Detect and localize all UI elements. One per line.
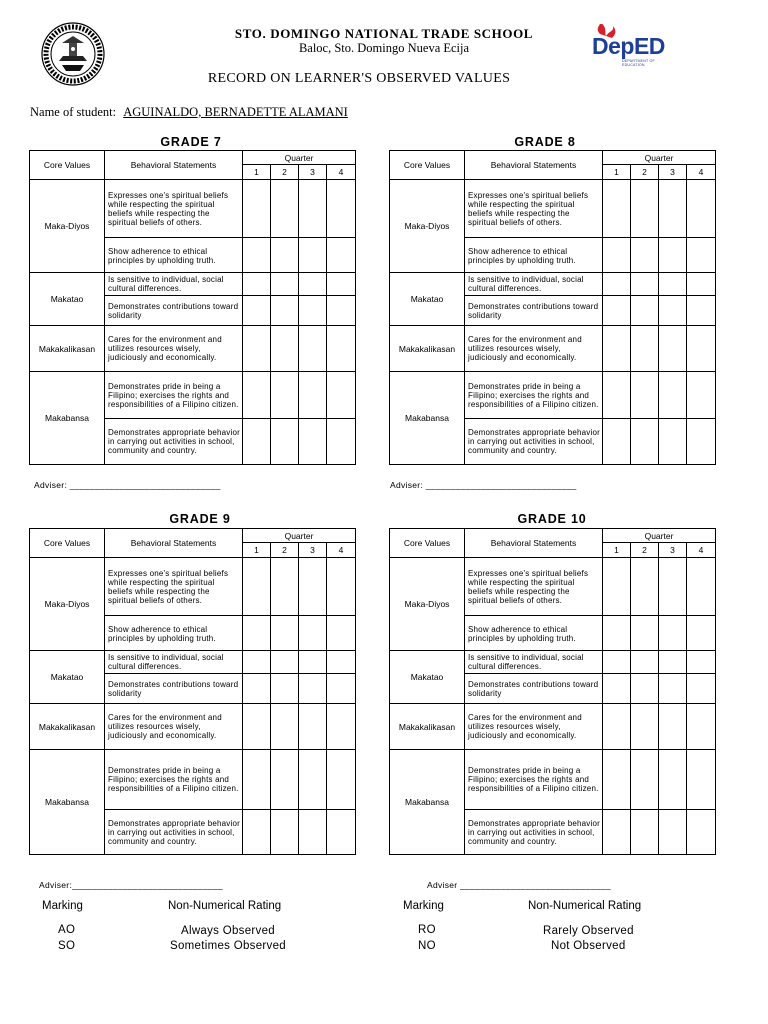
quarter-1-header: 1 — [603, 543, 631, 558]
rating-cell[interactable] — [299, 419, 327, 465]
rating-cell[interactable] — [327, 180, 356, 238]
rating-cell[interactable] — [327, 296, 356, 326]
rating-cell[interactable] — [659, 238, 687, 273]
core-value-makatao: Makatao — [30, 273, 105, 326]
rating-cell[interactable] — [299, 238, 327, 273]
core-value-makakalikasan: Makakalikasan — [390, 704, 465, 750]
rating-cell[interactable] — [327, 372, 356, 419]
rating-cell[interactable] — [687, 372, 716, 419]
rating-cell[interactable] — [659, 180, 687, 238]
core-value-makabansa: Makabansa — [30, 372, 105, 465]
statement-cell: Cares for the environment and utilizes resources wisely, judiciously and economically. — [105, 704, 243, 750]
statement-cell: Cares for the environment and utilizes resources wisely, judiciously and economically. — [465, 704, 603, 750]
statement-cell: Demonstrates appropriate behavior in carrying out activities in school, community and country. — [105, 419, 243, 465]
statement-cell: Demonstrates contributions toward solidarity — [105, 296, 243, 326]
rating-cell[interactable] — [603, 326, 631, 372]
rating-cell[interactable] — [631, 704, 659, 750]
rating-cell[interactable] — [603, 616, 631, 651]
rating-cell[interactable] — [631, 180, 659, 238]
rating-cell[interactable] — [631, 296, 659, 326]
rating-cell[interactable] — [631, 238, 659, 273]
rating-cell[interactable] — [271, 674, 299, 704]
rating-cell[interactable] — [327, 674, 356, 704]
core-value-maka-diyos: Maka-Diyos — [30, 558, 105, 651]
core-value-makabansa: Makabansa — [30, 750, 105, 855]
rating-cell[interactable] — [299, 674, 327, 704]
rating-cell[interactable] — [271, 419, 299, 465]
legend-rating-header-right: Non-Numerical Rating — [528, 900, 642, 912]
rating-cell[interactable] — [327, 704, 356, 750]
core-value-makatao: Makatao — [390, 273, 465, 326]
rating-cell[interactable] — [243, 558, 271, 616]
statement-cell: Expresses one's spiritual beliefs while respecting the spiritual beliefs while respecting the spiritual beliefs of others. — [465, 558, 603, 616]
rating-cell[interactable] — [659, 616, 687, 651]
rating-cell[interactable] — [659, 674, 687, 704]
quarter-header: Quarter — [603, 151, 716, 165]
deped-wordmark: DepED — [592, 33, 665, 59]
rating-cell[interactable] — [659, 372, 687, 419]
core-value-makatao: Makatao — [30, 651, 105, 704]
rating-cell[interactable] — [243, 326, 271, 372]
rating-cell[interactable] — [243, 273, 271, 296]
rating-cell[interactable] — [327, 326, 356, 372]
rating-cell[interactable] — [687, 296, 716, 326]
statement-cell: Expresses one's spiritual beliefs while respecting the spiritual beliefs while respecting the spiritual beliefs of others. — [105, 180, 243, 238]
quarter-4-header: 4 — [687, 543, 716, 558]
rating-cell[interactable] — [687, 674, 716, 704]
quarter-1-header: 1 — [243, 543, 271, 558]
rating-cell[interactable] — [687, 326, 716, 372]
core-value-maka-diyos: Maka-Diyos — [390, 558, 465, 651]
grade-9-title: GRADE 9 — [169, 512, 231, 526]
rating-cell[interactable] — [687, 419, 716, 465]
statement-cell: Show adherence to ethical principles by upholding truth. — [105, 616, 243, 651]
rating-cell[interactable] — [299, 704, 327, 750]
rating-cell[interactable] — [299, 296, 327, 326]
core-value-makabansa: Makabansa — [390, 372, 465, 465]
statement-cell: Is sensitive to individual, social cultural differences. — [105, 651, 243, 674]
grade-8-table — [389, 150, 716, 465]
rating-cell[interactable] — [631, 326, 659, 372]
quarter-1-header: 1 — [243, 165, 271, 180]
legend-rating-header-left: Non-Numerical Rating — [168, 900, 282, 912]
core-value-makabansa: Makabansa — [390, 750, 465, 855]
rating-cell[interactable] — [687, 750, 716, 810]
quarter-2-header: 2 — [271, 165, 299, 180]
statement-cell: Cares for the environment and utilizes resources wisely, judiciously and economically. — [465, 326, 603, 372]
rating-cell[interactable] — [271, 296, 299, 326]
rating-cell[interactable] — [299, 558, 327, 616]
rating-cell[interactable] — [327, 238, 356, 273]
rating-cell[interactable] — [327, 558, 356, 616]
rating-cell[interactable] — [299, 750, 327, 810]
rating-cell[interactable] — [299, 651, 327, 674]
rating-cell[interactable] — [603, 296, 631, 326]
rating-cell[interactable] — [271, 326, 299, 372]
behavioral-statements-header: Behavioral Statements — [465, 529, 603, 558]
grade-10-table — [389, 528, 716, 855]
core-value-makakalikasan: Makakalikasan — [390, 326, 465, 372]
quarter-4-header: 4 — [327, 543, 356, 558]
legend-code-ro: RO — [418, 924, 436, 936]
rating-cell[interactable] — [687, 810, 716, 855]
rating-cell[interactable] — [327, 651, 356, 674]
rating-cell[interactable] — [243, 180, 271, 238]
legend-marking-header-left: Marking — [42, 900, 83, 912]
document-title: RECORD ON LEARNER'S OBSERVED VALUES — [207, 71, 511, 86]
rating-cell[interactable] — [687, 558, 716, 616]
rating-cell[interactable] — [603, 419, 631, 465]
student-name-label: Name of student: — [30, 105, 117, 119]
behavioral-statements-header: Behavioral Statements — [465, 151, 603, 180]
quarter-3-header: 3 — [299, 165, 327, 180]
grade-10-title: GRADE 10 — [517, 512, 587, 526]
rating-cell[interactable] — [327, 810, 356, 855]
grade-9-adviser-line[interactable]: Adviser:______________________________ — [39, 880, 223, 890]
rating-cell[interactable] — [243, 296, 271, 326]
statement-cell: Is sensitive to individual, social cultural differences. — [465, 651, 603, 674]
statement-cell: Demonstrates pride in being a Filipino; exercises the rights and responsibilities of a Filipino citizen. — [105, 372, 243, 419]
rating-cell[interactable] — [631, 558, 659, 616]
statement-cell: Demonstrates contributions toward solidarity — [465, 674, 603, 704]
rating-cell[interactable] — [299, 326, 327, 372]
core-values-header: Core Values — [30, 529, 105, 558]
rating-cell[interactable] — [659, 273, 687, 296]
grade-8-title: GRADE 8 — [514, 135, 576, 149]
rating-cell[interactable] — [243, 674, 271, 704]
statement-cell: Cares for the environment and utilizes resources wisely, judiciously and economically. — [105, 326, 243, 372]
behavioral-statements-header: Behavioral Statements — [105, 151, 243, 180]
grade-7-table — [29, 150, 356, 465]
grade-10-adviser-line[interactable]: Adviser ______________________________ — [427, 880, 611, 890]
statement-cell: Demonstrates appropriate behavior in carrying out activities in school, community and country. — [105, 810, 243, 855]
rating-cell[interactable] — [687, 616, 716, 651]
rating-cell[interactable] — [243, 372, 271, 419]
rating-cell[interactable] — [603, 674, 631, 704]
legend-text-so: Sometimes Observed — [170, 940, 286, 952]
statement-cell: Show adherence to ethical principles by upholding truth. — [105, 238, 243, 273]
quarter-4-header: 4 — [687, 165, 716, 180]
rating-cell[interactable] — [659, 704, 687, 750]
statement-cell: Demonstrates contributions toward solidarity — [105, 674, 243, 704]
rating-cell[interactable] — [243, 616, 271, 651]
rating-cell[interactable] — [631, 616, 659, 651]
rating-cell[interactable] — [271, 704, 299, 750]
rating-cell[interactable] — [243, 651, 271, 674]
rating-cell[interactable] — [631, 419, 659, 465]
quarter-4-header: 4 — [327, 165, 356, 180]
rating-cell[interactable] — [687, 238, 716, 273]
core-value-maka-diyos: Maka-Diyos — [30, 180, 105, 273]
core-values-header: Core Values — [390, 529, 465, 558]
statement-cell: Demonstrates pride in being a Filipino; exercises the rights and responsibilities of a Filipino citizen. — [465, 372, 603, 419]
rating-cell[interactable] — [603, 704, 631, 750]
deped-subtitle: DEPARTMENT OF EDUCATION — [622, 59, 655, 67]
rating-cell[interactable] — [243, 750, 271, 810]
rating-cell[interactable] — [299, 273, 327, 296]
rating-cell[interactable] — [603, 558, 631, 616]
rating-cell[interactable] — [271, 372, 299, 419]
core-value-makakalikasan: Makakalikasan — [30, 326, 105, 372]
rating-cell[interactable] — [327, 616, 356, 651]
statement-cell: Demonstrates appropriate behavior in carrying out activities in school, community and country. — [465, 419, 603, 465]
school-name: STO. DOMINGO NATIONAL TRADE SCHOOL — [234, 26, 534, 41]
rating-cell[interactable] — [631, 810, 659, 855]
legend-code-no: NO — [418, 940, 436, 952]
legend-text-ro: Rarely Observed — [543, 925, 634, 937]
rating-cell[interactable] — [243, 419, 271, 465]
rating-cell[interactable] — [299, 372, 327, 419]
statement-cell: Show adherence to ethical principles by upholding truth. — [465, 238, 603, 273]
grade-7-title: GRADE 7 — [160, 135, 222, 149]
statement-cell: Demonstrates contributions toward solidarity — [465, 296, 603, 326]
rating-cell[interactable] — [603, 750, 631, 810]
legend-text-no: Not Observed — [551, 940, 626, 952]
core-values-header: Core Values — [30, 151, 105, 180]
legend-text-ao: Always Observed — [181, 925, 275, 937]
rating-cell[interactable] — [327, 419, 356, 465]
rating-cell[interactable] — [271, 750, 299, 810]
rating-cell[interactable] — [299, 810, 327, 855]
rating-cell[interactable] — [271, 180, 299, 238]
rating-cell[interactable] — [659, 296, 687, 326]
rating-cell[interactable] — [687, 704, 716, 750]
grade-7-adviser-line[interactable]: Adviser: ______________________________ — [34, 480, 221, 490]
rating-cell[interactable] — [603, 238, 631, 273]
rating-cell[interactable] — [603, 180, 631, 238]
behavioral-statements-header: Behavioral Statements — [105, 529, 243, 558]
rating-cell[interactable] — [659, 750, 687, 810]
quarter-1-header: 1 — [603, 165, 631, 180]
core-values-header: Core Values — [390, 151, 465, 180]
rating-cell[interactable] — [631, 651, 659, 674]
core-value-makatao: Makatao — [390, 651, 465, 704]
legend-marking-header-right: Marking — [403, 900, 444, 912]
rating-cell[interactable] — [687, 180, 716, 238]
quarter-3-header: 3 — [659, 165, 687, 180]
rating-cell[interactable] — [659, 810, 687, 855]
quarter-3-header: 3 — [299, 543, 327, 558]
deped-logo — [588, 24, 678, 66]
student-name-row — [30, 105, 348, 120]
legend-code-so: SO — [58, 940, 76, 952]
rating-cell[interactable] — [659, 651, 687, 674]
statement-cell: Is sensitive to individual, social cultural differences. — [105, 273, 243, 296]
rating-cell[interactable] — [327, 273, 356, 296]
quarter-2-header: 2 — [631, 543, 659, 558]
rating-cell[interactable] — [271, 616, 299, 651]
rating-cell[interactable] — [603, 372, 631, 419]
rating-cell[interactable] — [631, 372, 659, 419]
statement-cell: Demonstrates appropriate behavior in carrying out activities in school, community and country. — [465, 810, 603, 855]
rating-cell[interactable] — [271, 810, 299, 855]
rating-cell[interactable] — [603, 273, 631, 296]
rating-cell[interactable] — [687, 273, 716, 296]
statement-cell: Expresses one's spiritual beliefs while respecting the spiritual beliefs while respecting the spiritual beliefs of others. — [465, 180, 603, 238]
rating-cell[interactable] — [243, 810, 271, 855]
rating-cell[interactable] — [631, 750, 659, 810]
student-name: AGUINALDO, BERNADETTE ALAMANI — [123, 105, 348, 119]
quarter-header: Quarter — [243, 529, 356, 543]
statement-cell: Expresses one's spiritual beliefs while respecting the spiritual beliefs while respecting the spiritual beliefs of others. — [105, 558, 243, 616]
quarter-header: Quarter — [603, 529, 716, 543]
statement-cell: Demonstrates pride in being a Filipino; exercises the rights and responsibilities of a Filipino citizen. — [465, 750, 603, 810]
rating-cell[interactable] — [659, 326, 687, 372]
core-value-makakalikasan: Makakalikasan — [30, 704, 105, 750]
grade-8-adviser-line[interactable]: Adviser: ______________________________ — [390, 480, 577, 490]
quarter-3-header: 3 — [659, 543, 687, 558]
rating-cell[interactable] — [299, 180, 327, 238]
rating-cell[interactable] — [243, 704, 271, 750]
statement-cell: Demonstrates pride in being a Filipino; exercises the rights and responsibilities of a Filipino citizen. — [105, 750, 243, 810]
rating-cell[interactable] — [271, 651, 299, 674]
statement-cell: Is sensitive to individual, social cultural differences. — [465, 273, 603, 296]
rating-cell[interactable] — [603, 810, 631, 855]
quarter-2-header: 2 — [631, 165, 659, 180]
quarter-2-header: 2 — [271, 543, 299, 558]
grade-9-table — [29, 528, 356, 855]
rating-cell[interactable] — [687, 651, 716, 674]
quarter-header: Quarter — [243, 151, 356, 165]
rating-cell[interactable] — [327, 750, 356, 810]
statement-cell: Show adherence to ethical principles by upholding truth. — [465, 616, 603, 651]
rating-cell[interactable] — [659, 419, 687, 465]
rating-cell[interactable] — [631, 674, 659, 704]
rating-cell[interactable] — [659, 558, 687, 616]
rating-cell[interactable] — [271, 558, 299, 616]
rating-cell[interactable] — [271, 273, 299, 296]
school-address: Baloc, Sto. Domingo Nueva Ecija — [298, 41, 470, 55]
rating-cell[interactable] — [603, 651, 631, 674]
rating-cell[interactable] — [271, 238, 299, 273]
rating-cell[interactable] — [631, 273, 659, 296]
legend-code-ao: AO — [58, 924, 76, 936]
rating-cell[interactable] — [299, 616, 327, 651]
rating-cell[interactable] — [243, 238, 271, 273]
core-value-maka-diyos: Maka-Diyos — [390, 180, 465, 273]
